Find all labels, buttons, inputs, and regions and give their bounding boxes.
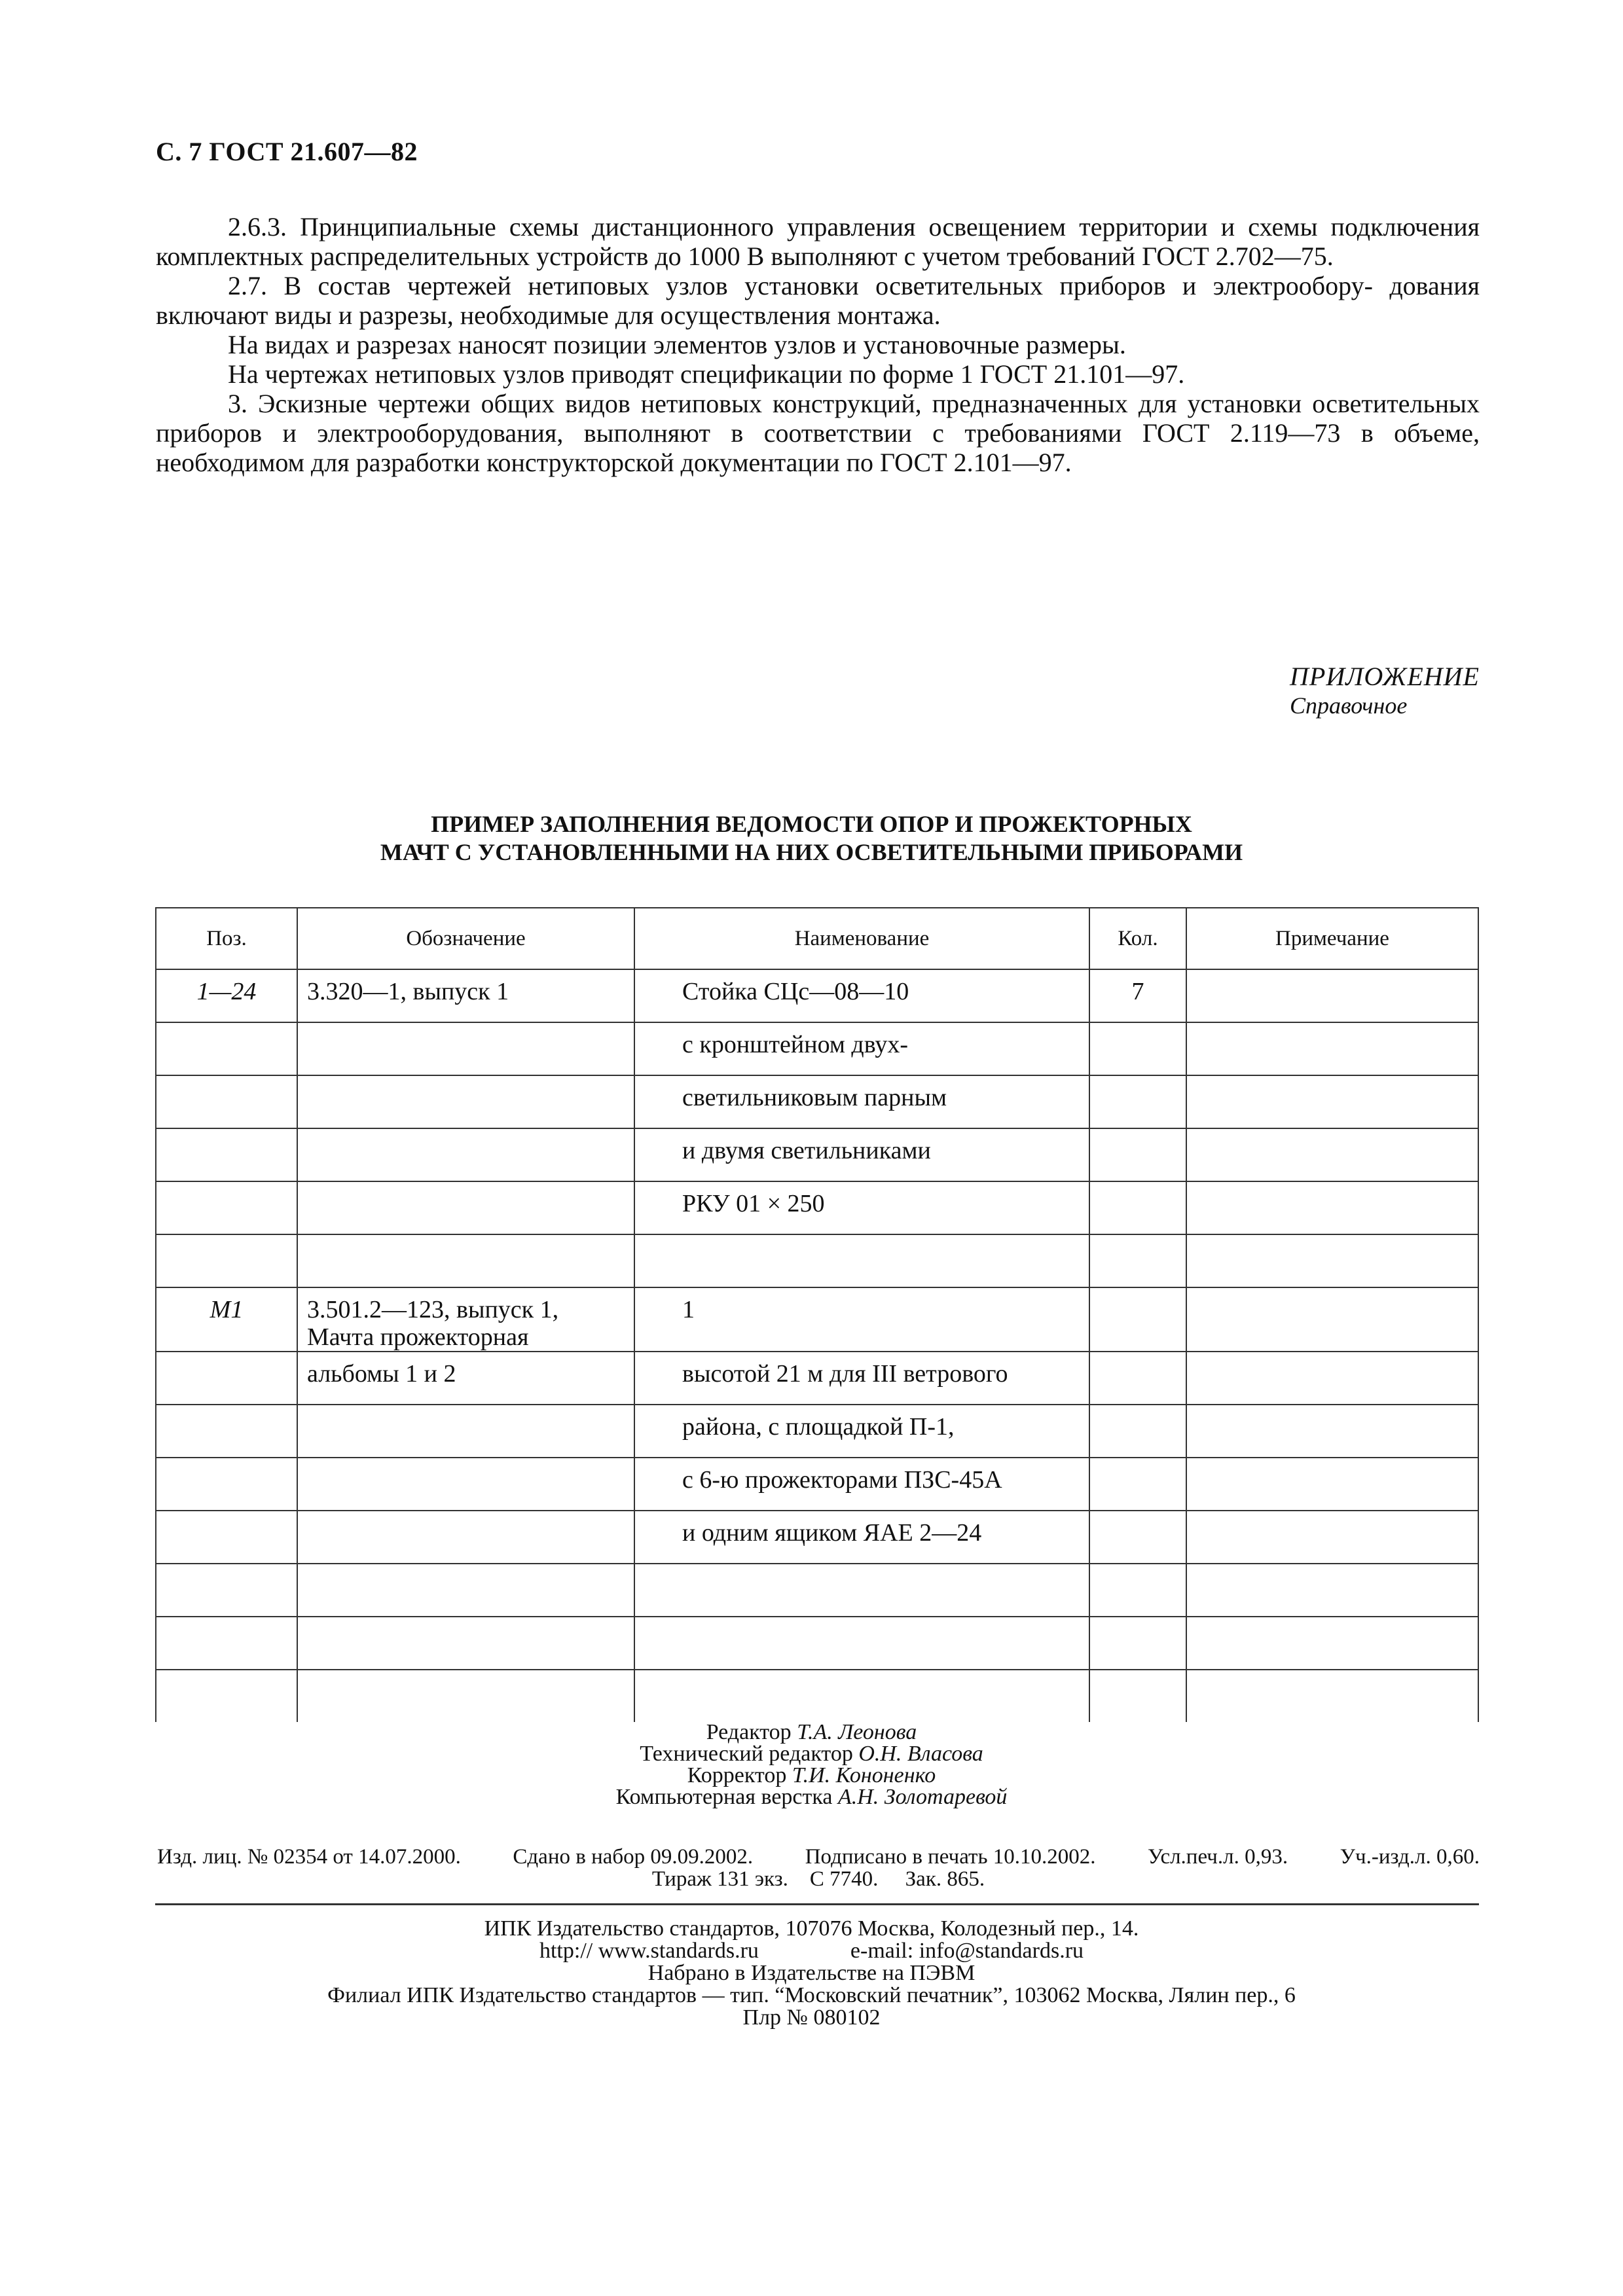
cell-note — [1186, 969, 1478, 1022]
cell-designation — [297, 1022, 634, 1075]
publication-data-row-2 — [157, 1868, 1480, 1890]
credits — [0, 1721, 1623, 1808]
cell-note — [1186, 1352, 1478, 1405]
sent-date: Сдано в набор 09.09.2002. — [513, 1845, 754, 1869]
table-title — [0, 810, 1623, 867]
credit-proofreader — [0, 1765, 1623, 1786]
cell-note — [1186, 1022, 1478, 1075]
divider-line — [155, 1903, 1479, 1905]
cell-note — [1186, 1128, 1478, 1181]
publisher-web — [0, 1940, 1623, 1962]
cell-designation: альбомы 1 и 2 — [297, 1352, 634, 1405]
appendix-subtitle: Справочное — [1290, 692, 1408, 719]
cell-qty: 7 — [1089, 969, 1186, 1022]
typeset-note: Набрано в Издательстве на ПЭВМ — [647, 1961, 976, 1985]
table-row — [156, 1022, 1478, 1075]
credit-person: А.Н. Золотаревой — [837, 1785, 1008, 1809]
signed-date: Подписано в печать 10.10.2002. — [805, 1845, 1096, 1869]
cell-designation — [297, 1128, 634, 1181]
table-row — [156, 1670, 1478, 1722]
cell-pos — [156, 1511, 297, 1564]
cell-name: 1 — [634, 1287, 1089, 1352]
publication-data — [157, 1846, 1480, 1890]
cell-qty — [1089, 1617, 1186, 1670]
print-run: Тираж 131 экз. — [651, 1867, 788, 1891]
table-row — [156, 1287, 1478, 1352]
cell-qty — [1089, 1181, 1186, 1234]
header-name: Наименование — [634, 908, 1089, 969]
cell-designation — [297, 1617, 634, 1670]
cell-name: Стойка СЦс—08—10 — [634, 969, 1089, 1022]
cell-pos — [156, 1564, 297, 1617]
credit-layout — [0, 1786, 1623, 1808]
cell-pos — [156, 1128, 297, 1181]
cell-designation — [297, 1181, 634, 1234]
appendix-label — [1290, 661, 1480, 719]
page-header: С. 7 ГОСТ 21.607—82 — [156, 137, 418, 166]
cell-note — [1186, 1458, 1478, 1511]
cell-qty — [1089, 1022, 1186, 1075]
cell-qty — [1089, 1128, 1186, 1181]
cell-note — [1186, 1617, 1478, 1670]
credit-person: О.Н. Власова — [858, 1742, 983, 1766]
paragraph-2-7: 2.7. В состав чертежей нетиповых узлов установки осветительных приборов и электрообору- дования включают виды и разрезы, необходимые для осуществления монтажа. — [156, 271, 1480, 330]
cell-name — [634, 1234, 1089, 1287]
cell-note — [1186, 1075, 1478, 1128]
cell-qty — [1089, 1511, 1186, 1564]
credit-person: Т.И. Кононенко — [792, 1763, 936, 1787]
print-sheets: Усл.печ.л. 0,93. — [1148, 1845, 1288, 1869]
credit-role: Корректор — [687, 1763, 787, 1787]
cell-pos — [156, 1075, 297, 1128]
credit-tech-editor — [0, 1743, 1623, 1765]
cell-qty — [1089, 1075, 1186, 1128]
cell-name: с кронштейном двух- — [634, 1022, 1089, 1075]
cell-note — [1186, 1287, 1478, 1352]
cell-qty — [1089, 1352, 1186, 1405]
cell-qty — [1089, 1405, 1186, 1458]
cell-qty — [1089, 1287, 1186, 1352]
cell-designation — [297, 1564, 634, 1617]
cell-name: высотой 21 м для III ветрового — [634, 1352, 1089, 1405]
credit-person: Т.А. Леонова — [797, 1720, 917, 1744]
cell-name — [634, 1617, 1089, 1670]
cell-name — [634, 1564, 1089, 1617]
paragraph-3: 3. Эскизные чертежи общих видов нетиповых конструкций, предназначенных для установки осветительных приборов и электрооборудования, выполняют в соответствии с требованиями ГОСТ 2.119—73 в объеме, необходимом для разработки конструкторской документации по ГОСТ 2.101—97. — [156, 389, 1480, 477]
paragraph-views: На видах и разрезах наносят позиции элементов узлов и установочные размеры. — [228, 330, 1126, 359]
table-row — [156, 1352, 1478, 1405]
header-pos: Поз. — [156, 908, 297, 969]
table-title-line-1: ПРИМЕР ЗАПОЛНЕНИЯ ВЕДОМОСТИ ОПОР И ПРОЖЕКТОРНЫХ — [431, 811, 1192, 837]
cell-qty — [1089, 1234, 1186, 1287]
cell-qty — [1089, 1564, 1186, 1617]
header-note: Примечание — [1186, 908, 1478, 969]
publisher-email[interactable]: e-mail: info@standards.ru — [850, 1939, 1084, 1963]
cell-designation — [297, 1234, 634, 1287]
table-row — [156, 1458, 1478, 1511]
table-row — [156, 1128, 1478, 1181]
cell-name: с 6-ю прожекторами ПЗС-45А — [634, 1458, 1089, 1511]
cell-pos — [156, 1617, 297, 1670]
cell-note — [1186, 1511, 1478, 1564]
branch-address: Филиал ИПК Издательство стандартов — тип. “Московский печатник”, 103062 Москва, Лялин пер., 6 — [327, 1983, 1296, 2007]
supports-table — [155, 907, 1479, 1722]
credit-role: Компьютерная верстка — [615, 1785, 833, 1809]
cell-name — [634, 1670, 1089, 1722]
cell-note — [1186, 1405, 1478, 1458]
cell-pos: М1 — [156, 1287, 297, 1352]
cell-name: светильниковым парным — [634, 1075, 1089, 1128]
plr-number: Плр № 080102 — [742, 2005, 881, 2030]
code: С 7740. — [809, 1867, 879, 1891]
cell-designation — [297, 1075, 634, 1128]
credit-role: Редактор — [706, 1720, 792, 1744]
cell-note — [1186, 1181, 1478, 1234]
cell-name: и двумя светильниками — [634, 1128, 1089, 1181]
cell-name: РКУ 01 × 250 — [634, 1181, 1089, 1234]
cell-qty — [1089, 1670, 1186, 1722]
cell-note — [1186, 1670, 1478, 1722]
header-designation: Обозначение — [297, 908, 634, 969]
cell-pos — [156, 1022, 297, 1075]
cell-designation — [297, 1458, 634, 1511]
cell-pos — [156, 1352, 297, 1405]
table-row — [156, 969, 1478, 1022]
table-header-row — [156, 908, 1478, 969]
cell-designation — [297, 1670, 634, 1722]
publisher-info — [0, 1918, 1623, 2029]
pub-sheets: Уч.-изд.л. 0,60. — [1340, 1845, 1480, 1869]
cell-name: и одним ящиком ЯАЕ 2—24 — [634, 1511, 1089, 1564]
table-row — [156, 1617, 1478, 1670]
body-text — [156, 212, 1480, 477]
header-qty: Кол. — [1089, 908, 1186, 969]
table-row — [156, 1564, 1478, 1617]
cell-qty — [1089, 1458, 1186, 1511]
credit-role: Технический редактор — [640, 1742, 853, 1766]
table-row — [156, 1075, 1478, 1128]
publisher-url[interactable]: http:// www.standards.ru — [539, 1939, 759, 1963]
cell-name: района, с площадкой П-1, — [634, 1405, 1089, 1458]
paragraph-2-6-3: 2.6.3. Принципиальные схемы дистанционного управления освещением территории и схемы подключения комплектных распределительных устройств до 1000 В выполняют с учетом требований ГОСТ 2.702—75. — [156, 212, 1480, 271]
cell-designation — [297, 1405, 634, 1458]
cell-pos: 1—24 — [156, 969, 297, 1022]
cell-designation: 3.501.2—123, выпуск 1, Мачта прожекторная — [297, 1287, 634, 1352]
cell-note — [1186, 1234, 1478, 1287]
cell-pos — [156, 1405, 297, 1458]
publisher-name: ИПК Издательство стандартов, 107076 Москва, Колодезный пер., 14. — [484, 1916, 1139, 1941]
table-row — [156, 1405, 1478, 1458]
cell-pos — [156, 1181, 297, 1234]
cell-designation — [297, 1511, 634, 1564]
cell-pos — [156, 1234, 297, 1287]
license: Изд. лиц. № 02354 от 14.07.2000. — [157, 1845, 461, 1869]
cell-pos — [156, 1458, 297, 1511]
appendix-title: ПРИЛОЖЕНИЕ — [1290, 662, 1480, 691]
paragraph-specs: На чертежах нетиповых узлов приводят спецификации по форме 1 ГОСТ 21.101—97. — [228, 359, 1185, 389]
cell-note — [1186, 1564, 1478, 1617]
table-row — [156, 1511, 1478, 1564]
table-title-line-2: МАЧТ С УСТАНОВЛЕННЫМИ НА НИХ ОСВЕТИТЕЛЬНЫМИ ПРИБОРАМИ — [380, 839, 1243, 865]
table-row — [156, 1234, 1478, 1287]
cell-pos — [156, 1670, 297, 1722]
table-row — [156, 1181, 1478, 1234]
credit-editor — [0, 1721, 1623, 1743]
publication-data-row-1 — [157, 1846, 1480, 1868]
cell-designation: 3.320—1, выпуск 1 — [297, 969, 634, 1022]
order: Зак. 865. — [905, 1867, 985, 1891]
